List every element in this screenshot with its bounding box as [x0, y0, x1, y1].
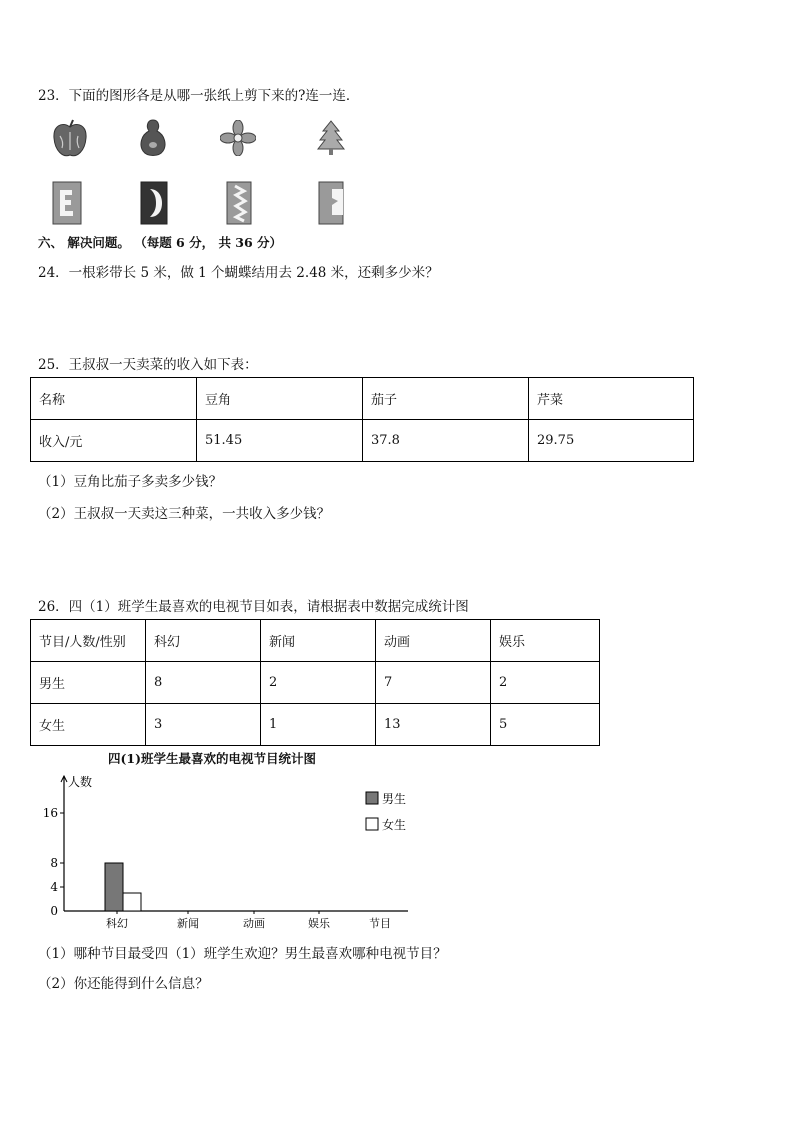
table-header-cell: 名称	[31, 378, 197, 420]
table-cell: 2	[491, 662, 600, 704]
x-tick-label: 动画	[243, 917, 265, 930]
table-header-cell: 节目/人数/性别	[31, 620, 146, 662]
table-header-cell: 娱乐	[491, 620, 600, 662]
table-header-cell: 动画	[376, 620, 491, 662]
legend-label: 女生	[382, 818, 407, 832]
table-cell: 2	[261, 662, 376, 704]
y-tick-label: 0	[50, 904, 58, 918]
table-header-cell: 豆角	[197, 378, 363, 420]
tv-table	[30, 619, 600, 746]
table-cell: 收入/元	[31, 420, 197, 462]
income-table	[30, 377, 694, 462]
paper-notch-icon	[318, 181, 344, 225]
table-cell: 29.75	[529, 420, 694, 462]
x-tick-label: 科幻	[106, 917, 128, 930]
paper-c-icon	[140, 181, 168, 225]
x-tick-label: 新闻	[177, 917, 199, 930]
table-header-row	[31, 378, 694, 420]
y-axis-label: 人数	[68, 775, 93, 789]
table-header-cell: 茄子	[363, 378, 529, 420]
q26-sub2: （2）你还能得到什么信息？	[38, 976, 209, 992]
legend-swatch	[366, 792, 378, 804]
paper-zigzag-icon	[226, 181, 252, 225]
x-tick-label: 娱乐	[308, 917, 330, 930]
chart-title: 四(1)班学生最喜欢的电视节目统计图	[108, 751, 317, 766]
tree-icon	[316, 120, 346, 156]
apple-icon	[50, 118, 90, 160]
bar-female	[123, 893, 141, 911]
gourd-icon	[138, 118, 168, 158]
q26-sub1: （1）哪种节目最受四（1）班学生欢迎？男生最喜欢哪种电视节目？	[38, 946, 447, 962]
q23-text: 23．下面的图形各是从哪一张纸上剪下来的?连一连．	[38, 88, 360, 104]
q25-sub1: （1）豆角比茄子多卖多少钱？	[38, 474, 223, 490]
table-cell: 7	[376, 662, 491, 704]
table-header-cell: 科幻	[146, 620, 261, 662]
table-cell: 13	[376, 704, 491, 746]
table-cell: 51.45	[197, 420, 363, 462]
q26-text: 26．四（1）班学生最喜欢的电视节目如表，请根据表中数据完成统计图	[38, 599, 469, 615]
table-cell: 女生	[31, 704, 146, 746]
table-row	[31, 420, 694, 462]
section-title: 六、 解决问题。 （每题 6 分， 共 36 分）	[38, 235, 283, 250]
y-tick-label: 16	[42, 806, 58, 820]
table-cell: 3	[146, 704, 261, 746]
table-row	[31, 704, 600, 746]
q25-sub2: （2）王叔叔一天卖这三种菜，一共收入多少钱？	[38, 506, 331, 522]
table-header-row	[31, 620, 600, 662]
flower-icon	[220, 120, 256, 156]
table-cell: 1	[261, 704, 376, 746]
q24-text: 24．一根彩带长 5 米，做 1 个蝴蝶结用去 2.48 米，还剩多少米？	[38, 265, 439, 281]
table-cell: 5	[491, 704, 600, 746]
legend-swatch	[366, 818, 378, 830]
table-row	[31, 662, 600, 704]
y-tick-label: 8	[50, 856, 58, 870]
table-header-cell: 新闻	[261, 620, 376, 662]
bar-chart	[30, 768, 420, 930]
bar-male	[105, 863, 123, 911]
table-cell: 37.8	[363, 420, 529, 462]
table-header-cell: 芹菜	[529, 378, 694, 420]
legend-label: 男生	[382, 792, 407, 806]
y-tick-label: 4	[50, 880, 58, 894]
paper-e-icon	[52, 181, 82, 225]
q25-text: 25．王叔叔一天卖菜的收入如下表：	[38, 357, 258, 373]
x-axis-label: 节目	[369, 917, 391, 930]
table-cell: 8	[146, 662, 261, 704]
table-cell: 男生	[31, 662, 146, 704]
